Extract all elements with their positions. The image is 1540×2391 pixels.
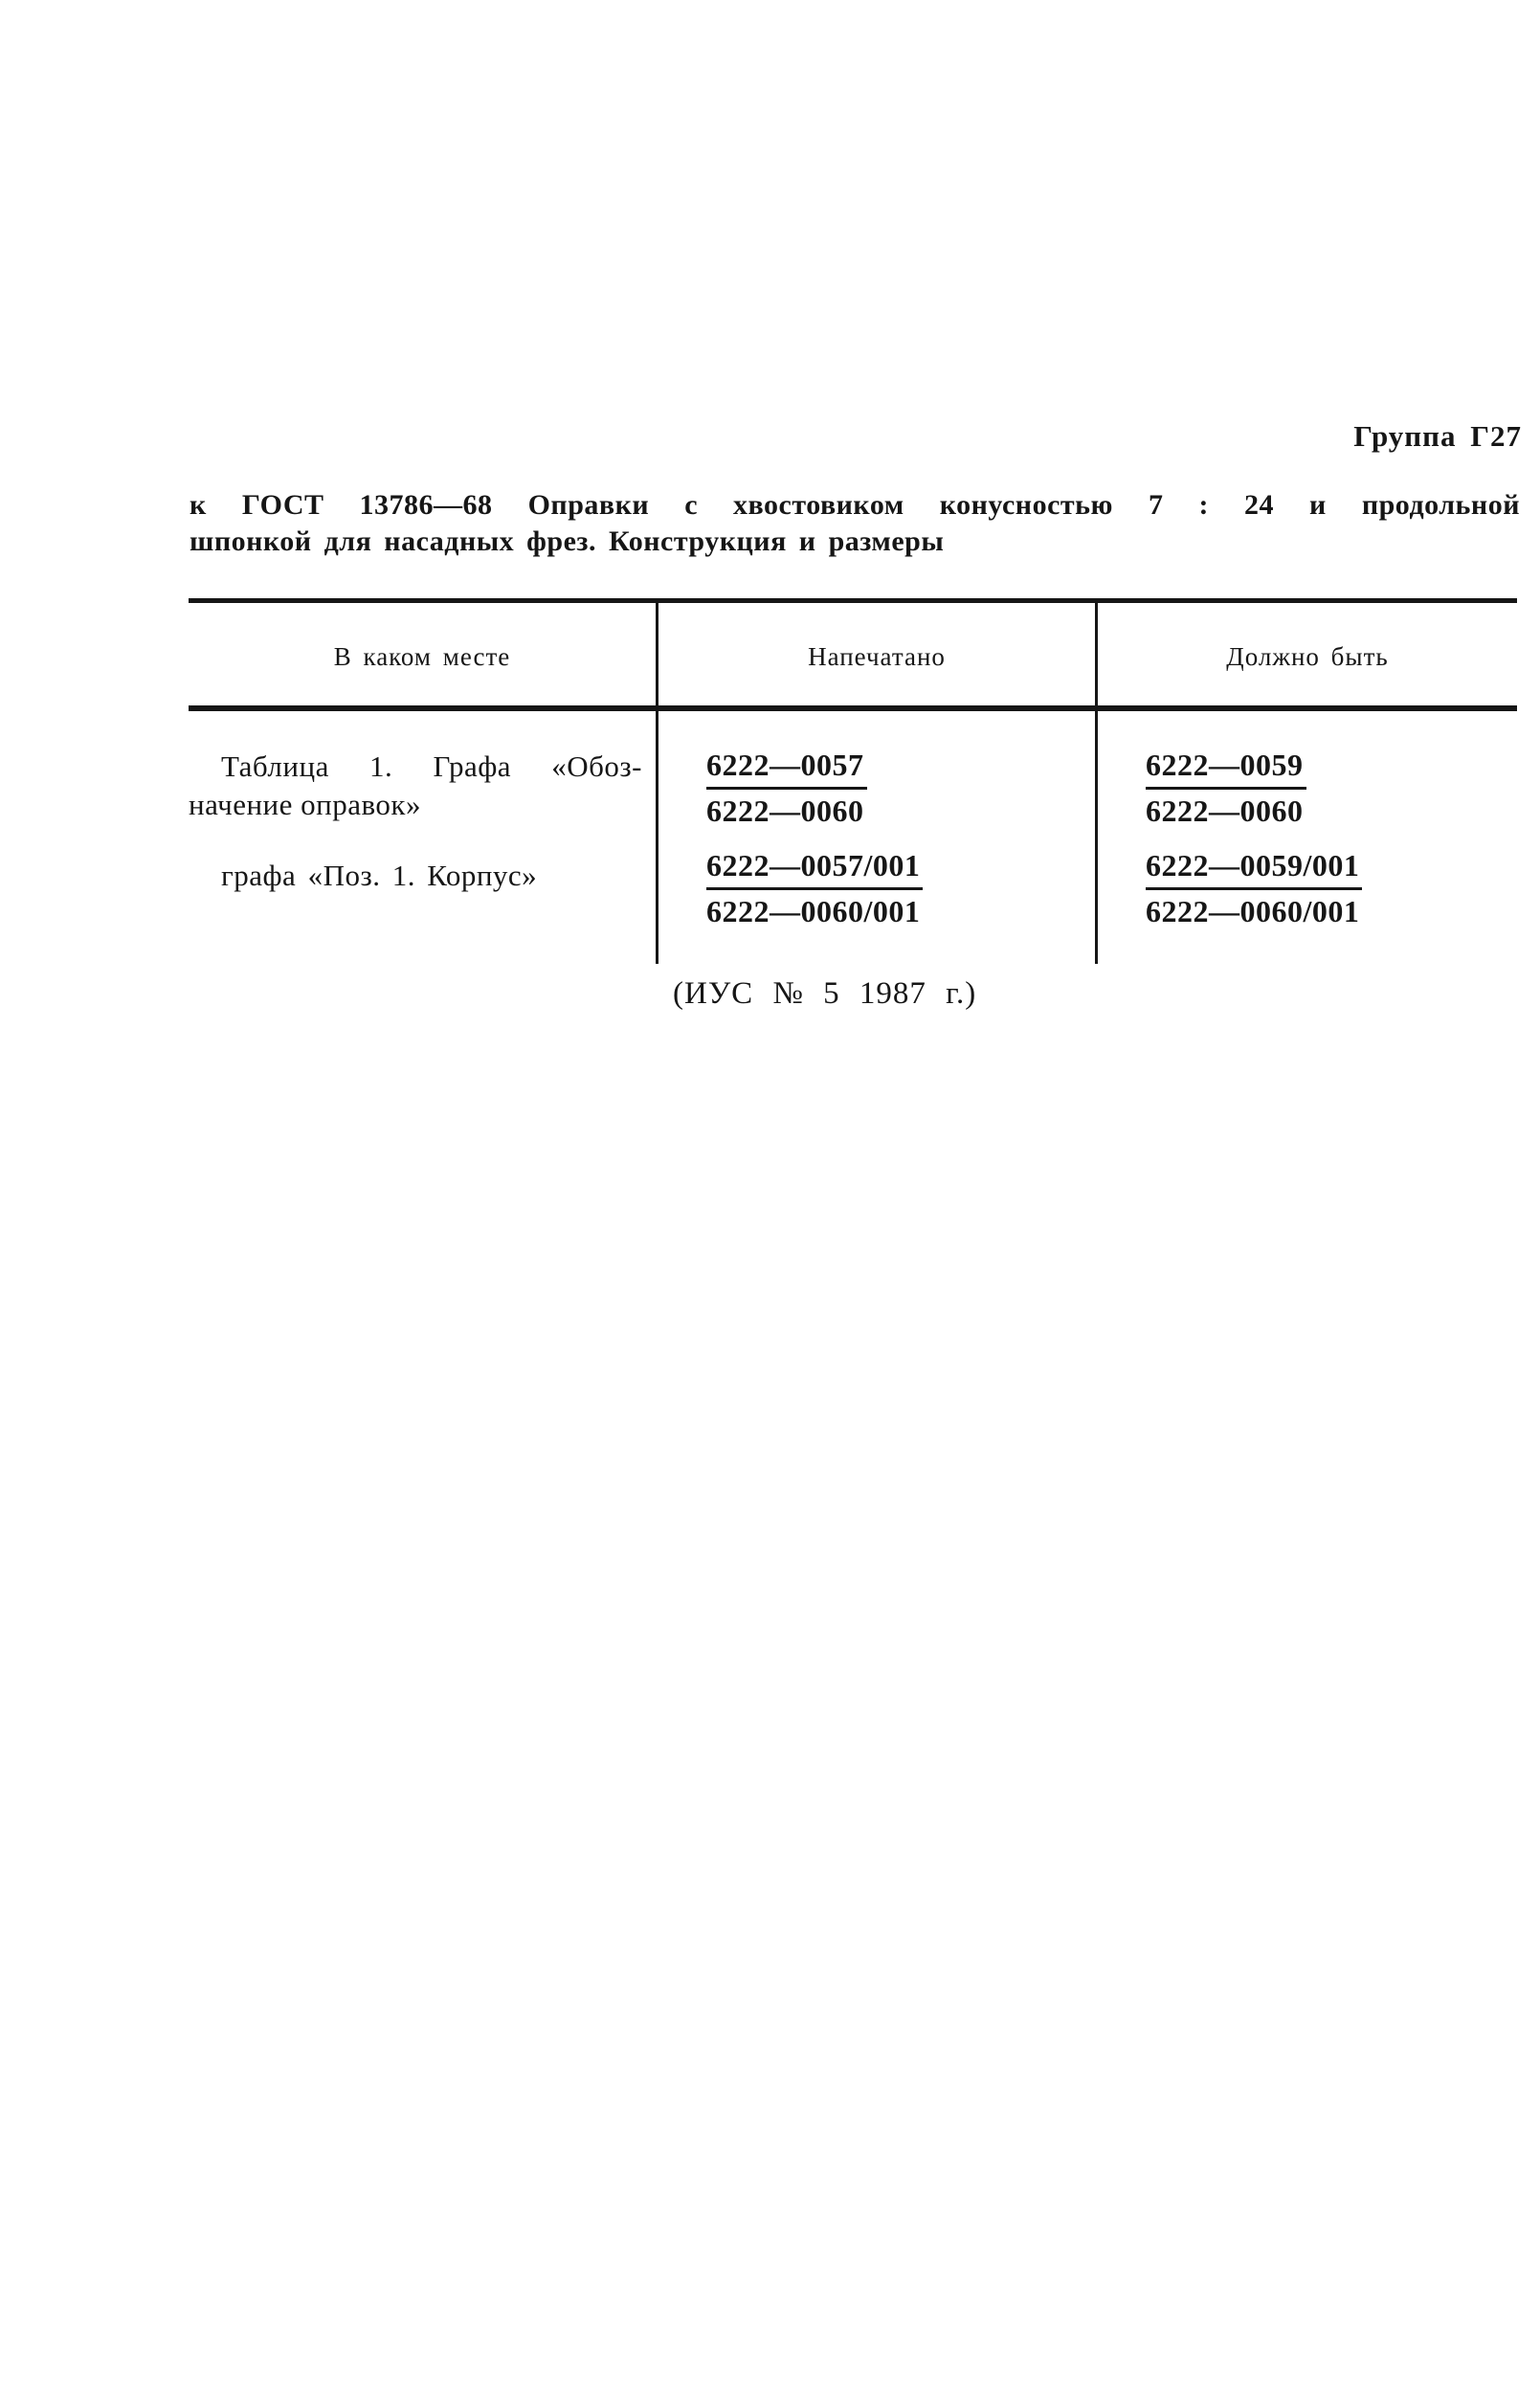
column-header-printed: Напечатано <box>808 642 946 671</box>
table-header-rule <box>189 705 1517 711</box>
row-2-printed-value <box>706 849 923 927</box>
group-label: Группа Г27 <box>1353 419 1522 453</box>
row-1-should-be-value <box>1146 749 1306 827</box>
table-row-1-location <box>189 748 642 824</box>
document-title-line-2: шпонкой для насадных фрез. Конструкция и размеры <box>190 525 945 557</box>
row-2-printed-top: 6222—0057/001 <box>706 849 923 890</box>
row-1-location-line-2: начение оправок» <box>189 788 421 821</box>
document-title <box>190 487 1520 560</box>
row-2-printed-bottom: 6222—0060/001 <box>706 894 921 928</box>
row-1-location-line-1: Таблица 1. Графа «Обоз- <box>221 749 642 783</box>
table-row-2-location <box>189 857 642 895</box>
row-1-printed-top: 6222—0057 <box>706 749 867 790</box>
table-top-rule <box>189 598 1517 603</box>
row-1-should-be-top: 6222—0059 <box>1146 749 1306 790</box>
column-header-location: В каком месте <box>333 642 511 671</box>
column-header-should-be: Должно быть <box>1226 642 1389 671</box>
row-1-printed-bottom: 6222—0060 <box>706 793 864 828</box>
row-2-should-be-top: 6222—0059/001 <box>1146 849 1362 890</box>
errata-table <box>189 598 1517 964</box>
ius-issue-note: (ИУС № 5 1987 г.) <box>673 976 977 1011</box>
row-2-should-be-value <box>1146 849 1362 927</box>
row-1-should-be-bottom: 6222—0060 <box>1146 793 1304 828</box>
document-title-line-1: к ГОСТ 13786—68 Оправки с хвостовиком конусностью 7 : 24 и продольной <box>190 489 1520 521</box>
row-2-should-be-bottom: 6222—0060/001 <box>1146 894 1360 928</box>
row-1-printed-value <box>706 749 867 827</box>
row-2-location-line-1: графа «Поз. 1. Корпус» <box>221 859 538 892</box>
